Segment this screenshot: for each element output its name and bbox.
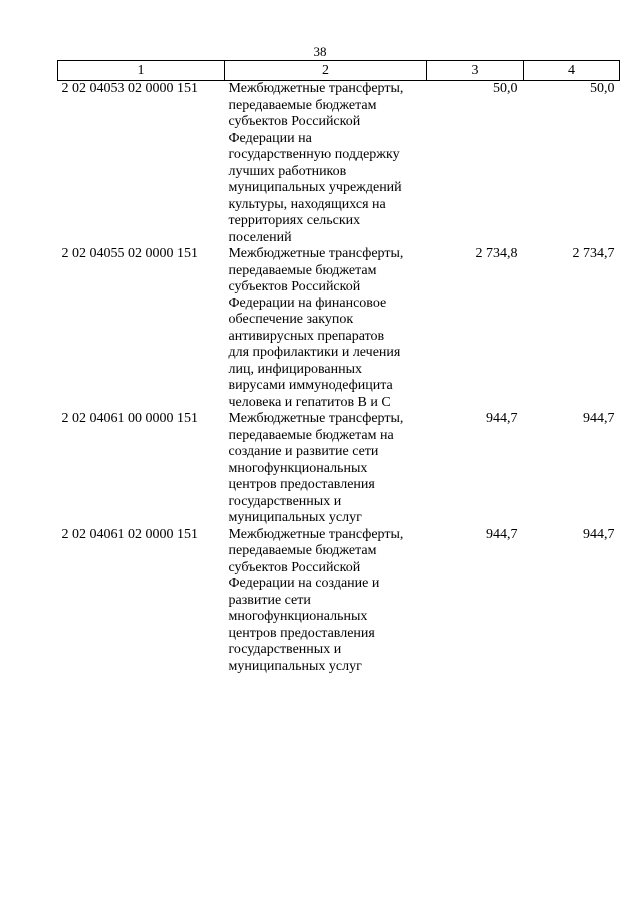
description-line: государственных и bbox=[228, 493, 342, 509]
description-line: лиц, инфицированных bbox=[228, 361, 363, 377]
budget-code: 2 02 04061 00 0000 151 bbox=[61, 411, 198, 426]
amount-col-3: 944,7 bbox=[486, 411, 518, 426]
description-line: Федерации на bbox=[228, 130, 312, 146]
amount-col-4: 2 734,7 bbox=[572, 246, 615, 261]
description-line: центров предоставления bbox=[228, 625, 375, 641]
description-line: создание и развитие сети bbox=[228, 444, 379, 459]
description-line: лучших работников bbox=[228, 163, 347, 179]
description-line: субъектов Российской bbox=[228, 279, 361, 294]
row-description bbox=[225, 411, 427, 527]
amount-col-3: 944,7 bbox=[486, 526, 518, 542]
description-line: многофункциональных bbox=[228, 609, 368, 624]
description-line: передаваемые бюджетам на bbox=[228, 427, 394, 443]
row-description bbox=[225, 527, 427, 676]
description-line: антивирусных препаратов bbox=[228, 328, 385, 344]
amount-col-4: 944,7 bbox=[583, 526, 615, 542]
row-description bbox=[225, 81, 427, 247]
budget-code: 2 02 04061 02 0000 151 bbox=[61, 526, 198, 542]
description-line: муниципальных услуг bbox=[228, 658, 362, 674]
description-line: Межбюджетные трансферты, bbox=[228, 411, 404, 426]
amount-col-4: 944,7 bbox=[583, 411, 615, 426]
table-body bbox=[58, 81, 620, 676]
description-line: субъектов Российской bbox=[228, 114, 361, 129]
description-line: Межбюджетные трансферты, bbox=[228, 246, 404, 261]
amount-col-3: 2 734,8 bbox=[475, 246, 518, 261]
description-line: Федерации на создание и bbox=[228, 576, 380, 591]
description-line: обеспечение закупок bbox=[228, 312, 354, 327]
header-col-4: 4 bbox=[524, 61, 620, 81]
row-description bbox=[225, 246, 427, 411]
amount-col-3: 50,0 bbox=[493, 81, 518, 96]
description-line: государственную поддержку bbox=[228, 147, 400, 162]
header-col-2: 2 bbox=[225, 61, 427, 81]
description-line: Межбюджетные трансферты, bbox=[228, 526, 404, 542]
table-row bbox=[58, 81, 620, 247]
description-line: государственных и bbox=[228, 642, 342, 657]
amount-col-4: 50,0 bbox=[590, 81, 615, 96]
table-row bbox=[58, 246, 620, 411]
description-line: развитие сети bbox=[228, 592, 311, 608]
description-line: территориях сельских bbox=[228, 213, 361, 228]
description-line: культуры, находящихся на bbox=[228, 196, 386, 212]
description-line: передаваемые бюджетам bbox=[228, 543, 377, 558]
table-row bbox=[58, 527, 620, 676]
description-line: передаваемые бюджетам bbox=[228, 262, 377, 278]
table-row bbox=[58, 411, 620, 527]
description-line: поселений bbox=[228, 229, 292, 245]
page-number: 38 bbox=[313, 44, 327, 59]
description-line: муниципальных услуг bbox=[228, 510, 362, 525]
description-line: многофункциональных bbox=[228, 460, 368, 476]
description-line: вирусами иммунодефицита bbox=[228, 378, 393, 393]
description-line: человека и гепатитов В и С bbox=[228, 394, 391, 410]
header-col-3: 3 bbox=[427, 61, 524, 81]
description-line: субъектов Российской bbox=[228, 559, 361, 575]
description-line: Федерации на финансовое bbox=[228, 295, 387, 311]
budget-table bbox=[57, 60, 620, 675]
budget-code: 2 02 04055 02 0000 151 bbox=[61, 246, 198, 261]
description-line: для профилактики и лечения bbox=[228, 345, 401, 360]
header-col-1: 1 bbox=[58, 61, 225, 81]
budget-code: 2 02 04053 02 0000 151 bbox=[61, 81, 198, 96]
description-line: Межбюджетные трансферты, bbox=[228, 81, 404, 96]
description-line: центров предоставления bbox=[228, 477, 375, 492]
header-row bbox=[58, 61, 620, 81]
description-line: передаваемые бюджетам bbox=[228, 97, 377, 113]
description-line: муниципальных учреждений bbox=[228, 180, 402, 195]
table-header bbox=[58, 61, 620, 81]
